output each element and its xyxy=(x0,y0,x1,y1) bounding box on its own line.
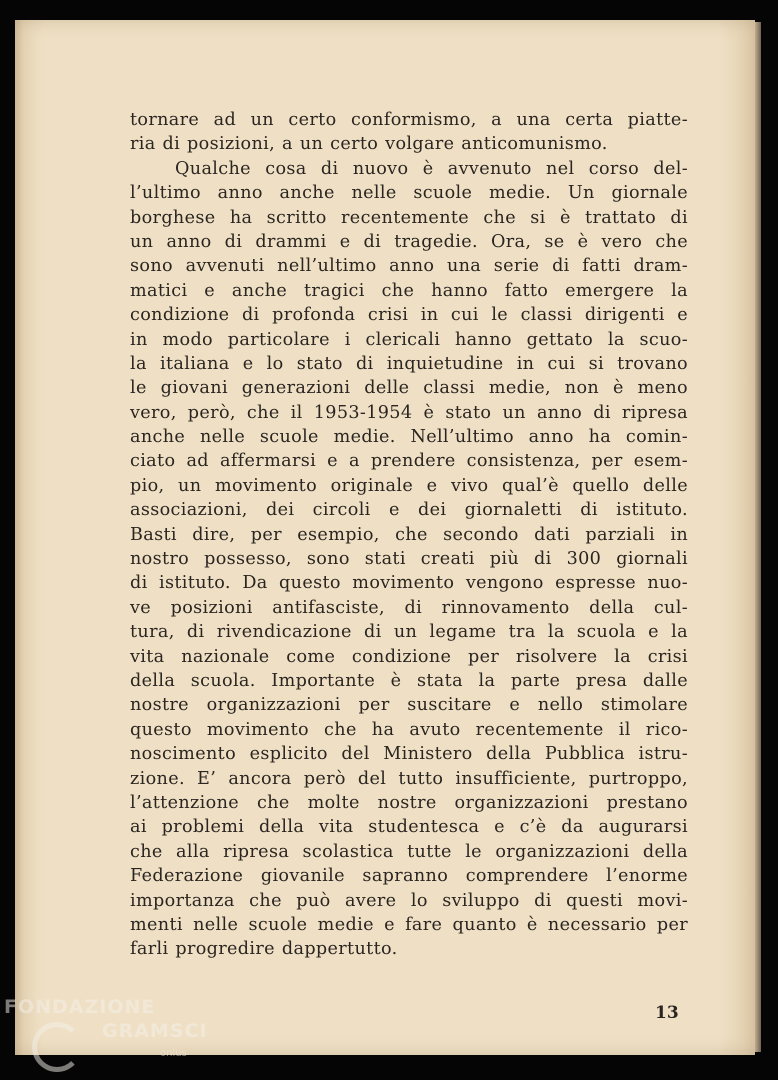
text-line: la italiana e lo stato di inquietudine in cui si trovano xyxy=(130,353,688,374)
watermark-line-2: GRAMSCI xyxy=(102,1020,208,1042)
text-line: zione. E’ ancora però del tutto insufficiente, purtroppo, xyxy=(130,768,688,789)
text-line-paragraph-start: Qualche cosa di nuovo è avvenuto nel corso del- xyxy=(175,158,688,179)
text-line: matici e anche tragici che hanno fatto emergere la xyxy=(130,280,688,301)
text-line: in modo particolare i clericali hanno gettato la scuo- xyxy=(130,329,688,350)
text-line: Federazione giovanile sapranno comprendere l’enorme xyxy=(130,866,688,887)
text-line: nostre organizzazioni per suscitare e nello stimolare xyxy=(130,695,688,716)
text-line: questo movimento che ha avuto recentemente il rico- xyxy=(130,719,688,740)
text-line: borghese ha scritto recentemente che si è trattato di xyxy=(130,207,688,228)
watermark-logo xyxy=(2,996,208,1076)
page-number: 13 xyxy=(655,1003,679,1023)
watermark-ring-icon xyxy=(32,1022,82,1072)
text-line: della scuola. Importante è stata la parte presa dalle xyxy=(130,670,688,691)
text-line: importanza che può avere lo sviluppo di questi movi- xyxy=(130,890,688,911)
text-line: ria di posizioni, a un certo volgare anticomunismo. xyxy=(130,134,608,155)
watermark-line-3: onlus xyxy=(160,1048,187,1059)
text-line: un anno di drammi e di tragedie. Ora, se è vero che xyxy=(130,231,688,252)
text-line: di istituto. Da questo movimento vengono espresse nuo- xyxy=(130,573,688,594)
text-line: Basti dire, per esempio, che secondo dati parziali in xyxy=(130,524,688,545)
text-line: condizione di profonda crisi in cui le classi dirigenti e xyxy=(130,305,688,326)
text-line: sono avvenuti nell’ultimo anno una serie di fatti dram- xyxy=(130,256,688,277)
text-line: l’ultimo anno anche nelle scuole medie. Un giornale xyxy=(130,183,688,204)
text-line: vita nazionale come condizione per risolvere la crisi xyxy=(130,646,688,667)
text-line: noscimento esplicito del Ministero della Pubblica istru- xyxy=(130,744,688,765)
text-line: menti nelle scuole medie e fare quanto è necessario per xyxy=(130,914,688,935)
body-text xyxy=(130,108,688,962)
text-line: farli progredire dappertutto. xyxy=(130,939,398,960)
text-line: pio, un movimento originale e vivo qual’è quello delle xyxy=(130,475,688,496)
text-line: l’attenzione che molte nostre organizzazioni prestano xyxy=(130,792,688,813)
page-edge-shadow xyxy=(755,22,761,1052)
text-line: ve posizioni antifasciste, di rinnovamento della cul- xyxy=(130,597,688,618)
text-line: ai problemi della vita studentesca e c’è da augurarsi xyxy=(130,817,688,838)
text-line: le giovani generazioni delle classi medie, non è meno xyxy=(130,378,688,399)
book-page xyxy=(15,20,755,1055)
text-line: vero, però, che il 1953-1954 è stato un anno di ripresa xyxy=(130,402,688,423)
text-line: nostro possesso, sono stati creati più di 300 giornali xyxy=(130,549,688,570)
text-line: anche nelle scuole medie. Nell’ultimo anno ha comin- xyxy=(130,427,688,448)
watermark-line-1: FONDAZIONE xyxy=(4,996,156,1018)
text-line: che alla ripresa scolastica tutte le organizzazioni della xyxy=(130,841,688,862)
text-line: associazioni, dei circoli e dei giornaletti di istituto. xyxy=(130,500,688,521)
text-line: ciato ad affermarsi e a prendere consistenza, per esem- xyxy=(130,451,688,472)
text-line: tornare ad un certo conformismo, a una certa piatte- xyxy=(130,110,688,130)
text-line: tura, di rivendicazione di un legame tra la scuola e la xyxy=(130,622,688,643)
